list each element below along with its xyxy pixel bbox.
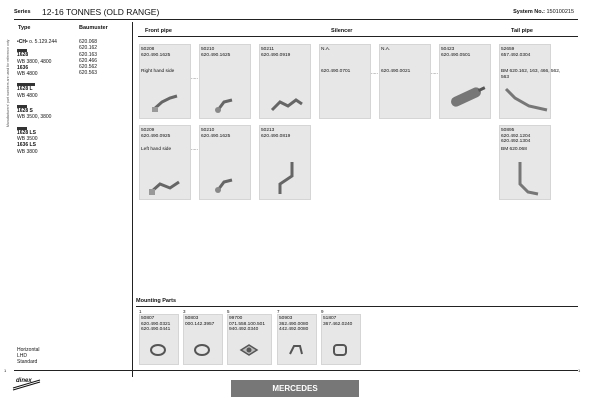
part-50213-label: 50213 620.490.0819 [261, 128, 291, 139]
part-50895-label: 50895 620.492.1204 620.492.1304 [501, 128, 531, 144]
front-pipe-lh-icon [148, 178, 182, 198]
gasket-ring-icon [192, 342, 212, 358]
connector-dots: ..... [191, 75, 198, 81]
silencer-header: Silencer [331, 28, 353, 34]
band-clamp-icon [330, 342, 350, 358]
type-header: Type [18, 25, 31, 31]
mount-idx: 7 [277, 309, 280, 314]
footer-rule [14, 368, 581, 373]
flange-gasket-icon [239, 342, 259, 358]
elbow-pipe-icon [272, 158, 302, 198]
part-50211-label: 50211 620.490.0919 [261, 47, 291, 58]
mount-idx: 1 [139, 309, 142, 314]
mount-idx: 9 [321, 309, 324, 314]
system-number: System No.: 150100215 [513, 9, 574, 15]
bent-pipe-icon [270, 94, 304, 116]
tail-pipe-header: Tail pipe [511, 28, 533, 34]
right-hand-side-note: Right hand side [141, 69, 175, 74]
baumuster-list: 620.068 620.162 620.163 620.466 620.562 620.563 [79, 39, 98, 77]
clamp-ring-icon [148, 342, 168, 358]
part-na1-num: N.A. [321, 47, 331, 52]
mount-idx: 5 [227, 309, 230, 314]
baumuster-header: Baumuster [79, 25, 108, 31]
brand-banner: MERCEDES [231, 380, 359, 397]
series-title: 12-16 TONNES (OLD RANGE) [42, 7, 160, 17]
mounting-parts-title: Mounting Parts [136, 298, 177, 304]
mount-50803-label: 50803 000.142.3957 [185, 316, 215, 327]
part-50210-r1-label: 50210 620.490.1625 [201, 47, 231, 58]
part-50208-label: 50208 620.490.1625 [141, 47, 171, 58]
connector-dots: ..... [371, 70, 378, 76]
bm-note-r1: BM 620.162, 163, 466, 562, 563 [501, 69, 561, 80]
part-50209-label: 50209 620.490.0925 [141, 128, 171, 139]
vertical-tail-pipe-icon [512, 158, 542, 198]
part-na2-num: N.A. [381, 47, 391, 52]
page-number-right: 1 [578, 368, 581, 373]
config-info: Horizontal LHD Standard [17, 347, 40, 365]
series-label: Series [14, 9, 31, 15]
mounting-rule [136, 306, 578, 307]
dinex-logo [12, 377, 42, 391]
part-card-na-2[interactable] [379, 44, 431, 119]
mount-50903-label: 50903 362.490.0080 442.492.0080 [279, 316, 309, 332]
clamp-pipe-icon [214, 96, 236, 114]
silencer-icon [444, 84, 488, 110]
mount-50807-label: 50807 620.490.0321 620.490.0441 [141, 316, 171, 332]
connector-dots: ..... [431, 70, 438, 76]
connector-dots: ..... [191, 146, 198, 152]
column-divider [132, 22, 133, 377]
mount-51807-label: 51807 367.462.0240 [323, 316, 353, 327]
bm-note-r2: BM 620.068 [501, 147, 527, 152]
clamp-pipe-icon [214, 176, 236, 194]
header [14, 6, 578, 18]
parts-rule [138, 36, 578, 37]
page-number-left: 1 [4, 368, 7, 373]
header-rule [14, 19, 578, 20]
part-50210-r2-label: 50210 620.490.1625 [201, 128, 231, 139]
front-pipe-header: Front pipe [145, 28, 172, 34]
part-50423-label: 50423 620.490.0501 [441, 47, 471, 58]
dinex-logo-text: dinex [16, 378, 32, 384]
bracket-icon [286, 342, 306, 358]
mount-idx: 3 [183, 309, 186, 314]
tail-pipe-icon [503, 86, 549, 114]
front-pipe-rh-icon [150, 92, 180, 114]
part-na1-ref: 620.490.0701 [321, 69, 351, 74]
left-hand-side-note: Left hand side [141, 147, 172, 152]
mount-99700-label: 99700 071.558.100.501 940.492.0340 [229, 316, 266, 332]
type-list: •CH• o. 5.129.244 1628 WB 3800, 4800 1636 WB 4800 1628 L WB 4800 1628 S WB 3500, 3800 1628 LS WB 3500 1636 LS WB 3800 [17, 39, 57, 155]
part-na2-ref: 620.490.0021 [381, 69, 411, 74]
disclaimer-text: Manufacturers' part numbers are used for reference only [6, 39, 10, 127]
part-card-na-1[interactable] [319, 44, 371, 119]
part-52659-label: 52659 657.492.0304 [501, 47, 531, 58]
